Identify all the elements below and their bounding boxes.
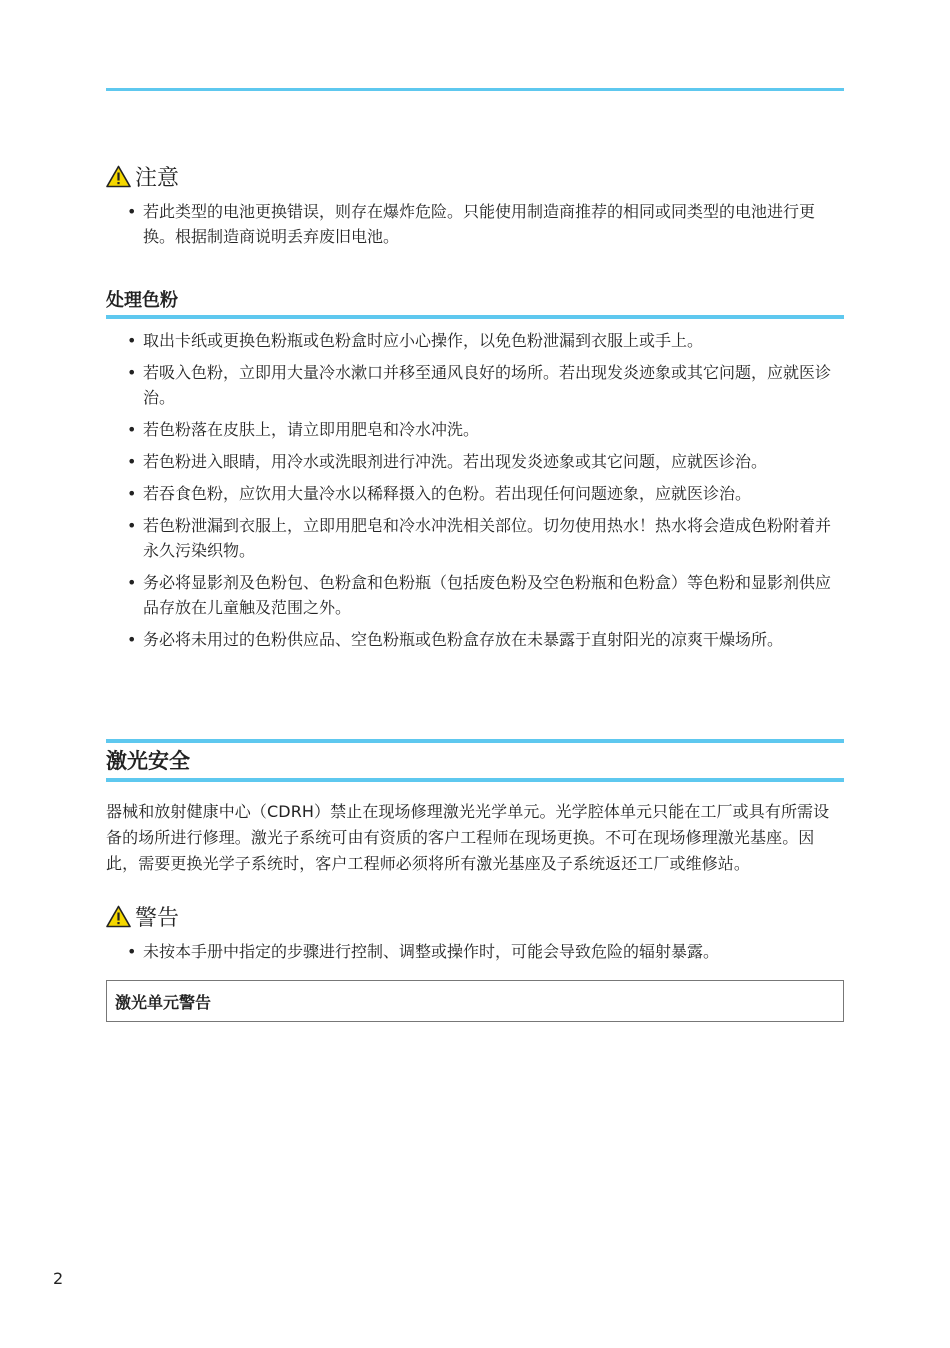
warning-block	[106, 900, 844, 971]
laser-label-title: 激光单元警告	[115, 993, 212, 1012]
list-item: • 务必将显影剂及色粉包、色粉盒和色粉瓶（包括废色粉及空色粉瓶和色粉盒）等色粉和显影剂供应品存放在儿童触及范围之外。	[106, 570, 844, 620]
list-item: • 未按本手册中指定的步骤进行控制、调整或操作时，可能会导致危险的辐射暴露。	[106, 939, 844, 964]
warning-triangle-icon	[106, 905, 131, 928]
toner-list	[106, 328, 844, 652]
warning-heading	[106, 900, 844, 932]
list-item: • 若吞食色粉，应饮用大量冷水以稀释摄入的色粉。若出现任何问题迹象，应就医诊治。	[106, 481, 844, 506]
list-item: • 若吸入色粉，立即用大量冷水漱口并移至通风良好的场所。若出现发炎迹象或其它问题，应就医诊治。	[106, 360, 844, 410]
toner-section	[106, 287, 844, 659]
caution-heading	[106, 160, 844, 192]
list-item: • 若此类型的电池更换错误，则存在爆炸危险。只能使用制造商推荐的相同或同类型的电池进行更换。根据制造商说明丢弃废旧电池。	[106, 199, 844, 249]
warning-list	[106, 939, 844, 964]
list-item: • 若色粉泄漏到衣服上，立即用肥皂和冷水冲洗相关部位。切勿使用热水！热水将会造成色粉附着并永久污染织物。	[106, 513, 844, 563]
list-item: • 务必将未用过的色粉供应品、空色粉瓶或色粉盒存放在未暴露于直射阳光的凉爽干燥场所。	[106, 627, 844, 652]
page-number: 2	[53, 1269, 64, 1288]
laser-heading-bottom-rule	[106, 778, 844, 782]
toner-heading: 处理色粉	[106, 290, 178, 311]
list-item: • 取出卡纸或更换色粉瓶或色粉盒时应小心操作，以免色粉泄漏到衣服上或手上。	[106, 328, 844, 353]
warning-title: 警告	[135, 905, 180, 931]
top-divider	[106, 88, 844, 91]
list-item: • 若色粉进入眼睛，用冷水或洗眼剂进行冲洗。若出现发炎迹象或其它问题，应就医诊治。	[106, 449, 844, 474]
laser-section	[106, 739, 844, 877]
toner-heading-rule	[106, 315, 844, 319]
caution-list	[106, 199, 844, 249]
warning-triangle-icon	[106, 165, 131, 188]
laser-heading: 激光安全	[106, 749, 190, 773]
laser-paragraph: 器械和放射健康中心（CDRH）禁止在现场修理激光光学单元。光学腔体单元只能在工厂或具有所需设备的场所进行修理。激光子系统可由有资质的客户工程师在现场更换。不可在现场修理激光基座。因此，需要更换光学子系统时，客户工程师必须将所有激光基座及子系统返还工厂或维修站。	[106, 802, 830, 873]
list-item: • 若色粉落在皮肤上，请立即用肥皂和冷水冲洗。	[106, 417, 844, 442]
laser-label-box	[106, 980, 844, 1022]
caution-block	[106, 160, 844, 256]
caution-title: 注意	[135, 165, 180, 191]
